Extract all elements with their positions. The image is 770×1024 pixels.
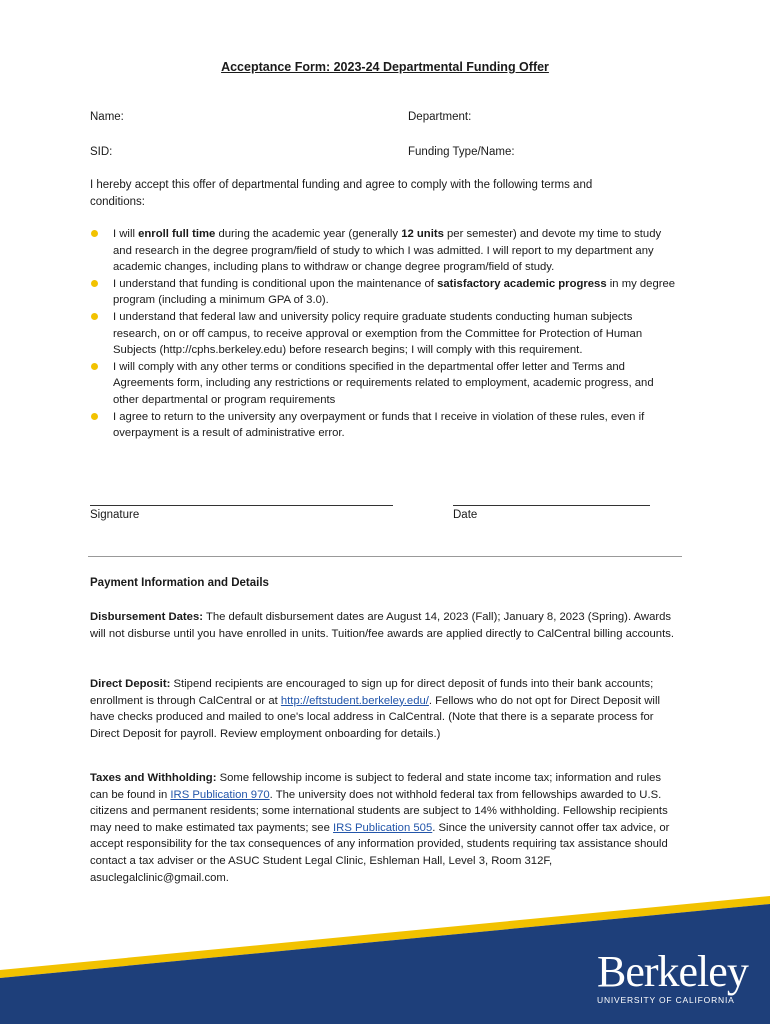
taxes-paragraph	[90, 770, 680, 886]
term-text: I understand that funding is conditional upon the maintenance of	[113, 277, 438, 290]
term-item	[90, 226, 680, 276]
bullet-dot-icon	[91, 280, 98, 287]
term-text: I will	[113, 228, 139, 240]
logo-wordmark: Berkeley	[597, 947, 748, 996]
signature-line[interactable]	[90, 505, 393, 506]
date-label: Date	[453, 509, 478, 521]
logo-subtitle: UNIVERSITY OF CALIFORNIA	[597, 995, 735, 1005]
date-line[interactable]	[453, 505, 650, 506]
irs-publication-970-link[interactable]: IRS Publication 970	[170, 788, 270, 801]
form-title: Acceptance Form: 2023-24 Departmental Funding Offer	[221, 60, 549, 74]
term-text: during the academic year (generally	[215, 228, 402, 240]
term-item	[90, 276, 680, 309]
terms-list	[90, 226, 680, 442]
term-item	[90, 409, 680, 442]
term-text: I agree to return to the university any overpayment or funds that I receive in violation of these rules, even if overpayment is a result of administrative error.	[113, 410, 645, 440]
funding-type-field-label: Funding Type/Name:	[408, 146, 515, 158]
term-item	[90, 359, 680, 409]
bullet-dot-icon	[91, 363, 98, 370]
department-field-label: Department:	[408, 111, 472, 123]
term-text: per semester) and devote my time to study and research in the degree program/field of study to which I was admitted. I will report to my department any academic changes, including plans to withdraw or change degree program/field of study.	[113, 228, 662, 274]
direct-deposit-text-2: . Fellows who do not opt for Direct Deposit will have checks produced and mailed to one's local address in CalCentral. (Note that there is a separate process for Direct Deposit for payroll. Review employment onboarding for details.)	[90, 694, 660, 740]
disbursement-paragraph	[90, 609, 680, 642]
section-divider	[88, 556, 682, 557]
payment-section-heading: Payment Information and Details	[90, 577, 269, 589]
term-emphasis: enroll full time	[138, 228, 216, 240]
term-item	[90, 309, 680, 359]
direct-deposit-paragraph	[90, 676, 680, 742]
term-text: I understand that federal law and university policy require graduate students conducting human subjects research, on or off campus, to receive approval or exemption from the Committee for Protection of Human Subjects (http://cphs.berkeley.edu) before research begins; I will comply with this requirement.	[113, 310, 643, 357]
name-field-label: Name:	[90, 111, 124, 123]
intro-paragraph: I hereby accept this offer of departmental funding and agree to comply with the following terms and conditions:	[90, 179, 593, 208]
eftstudent-link[interactable]: http://eftstudent.berkeley.edu/	[280, 694, 429, 707]
berkeley-logo	[597, 947, 757, 1010]
bullet-dot-icon	[91, 313, 98, 320]
direct-deposit-label: Direct Deposit:	[90, 678, 171, 690]
direct-deposit-text: Stipend recipients are encouraged to sign up for direct deposit of funds into their bank accounts; enrollment is through CalCentral or at	[90, 678, 654, 707]
irs-publication-505-link[interactable]: IRS Publication 505	[333, 821, 433, 834]
term-text: in my degree program (including a minimum GPA of 3.0).	[113, 277, 676, 307]
bullet-dot-icon	[91, 230, 98, 237]
disbursement-label: Disbursement Dates:	[90, 611, 204, 623]
taxes-label: Taxes and Withholding:	[90, 772, 217, 784]
sid-field-label: SID:	[90, 146, 113, 158]
taxes-text: Some fellowship income is subject to federal and state income tax; information and rules can be found in	[90, 772, 662, 801]
taxes-text-2: . The university does not withhold federal tax from fellowships awarded to U.S. citizens and permanent residents; some international students are subject to 14% withholding. Fellowship recipients may need to make estimated tax payments; see	[90, 788, 668, 834]
taxes-text-3: . Since the university cannot offer tax advice, or accept responsibility for the tax consequences of any information provided, students requiring tax assistance should contact a tax adviser or the ASUC Student Legal Clinic, Eshleman Hall, Level 3, Room 312F, asuclegalclinic@gmail.com.	[90, 821, 670, 884]
term-text: I will comply with any other terms or conditions specified in the departmental offer letter and Terms and Agreements form, including any restrictions or requirements related to employment, academic progress, and other departmental or program requirements	[113, 360, 654, 406]
term-emphasis: satisfactory academic progress	[437, 277, 607, 290]
disbursement-text: The default disbursement dates are August 14, 2023 (Fall); January 8, 2023 (Spring). Awards will not disburse until you have enrolled in units. Tuition/fee awards are applied directly to CalCentral billing accounts.	[90, 611, 674, 640]
bullet-dot-icon	[91, 413, 98, 420]
signature-label: Signature	[90, 509, 140, 521]
term-emphasis: 12 units	[401, 228, 444, 240]
